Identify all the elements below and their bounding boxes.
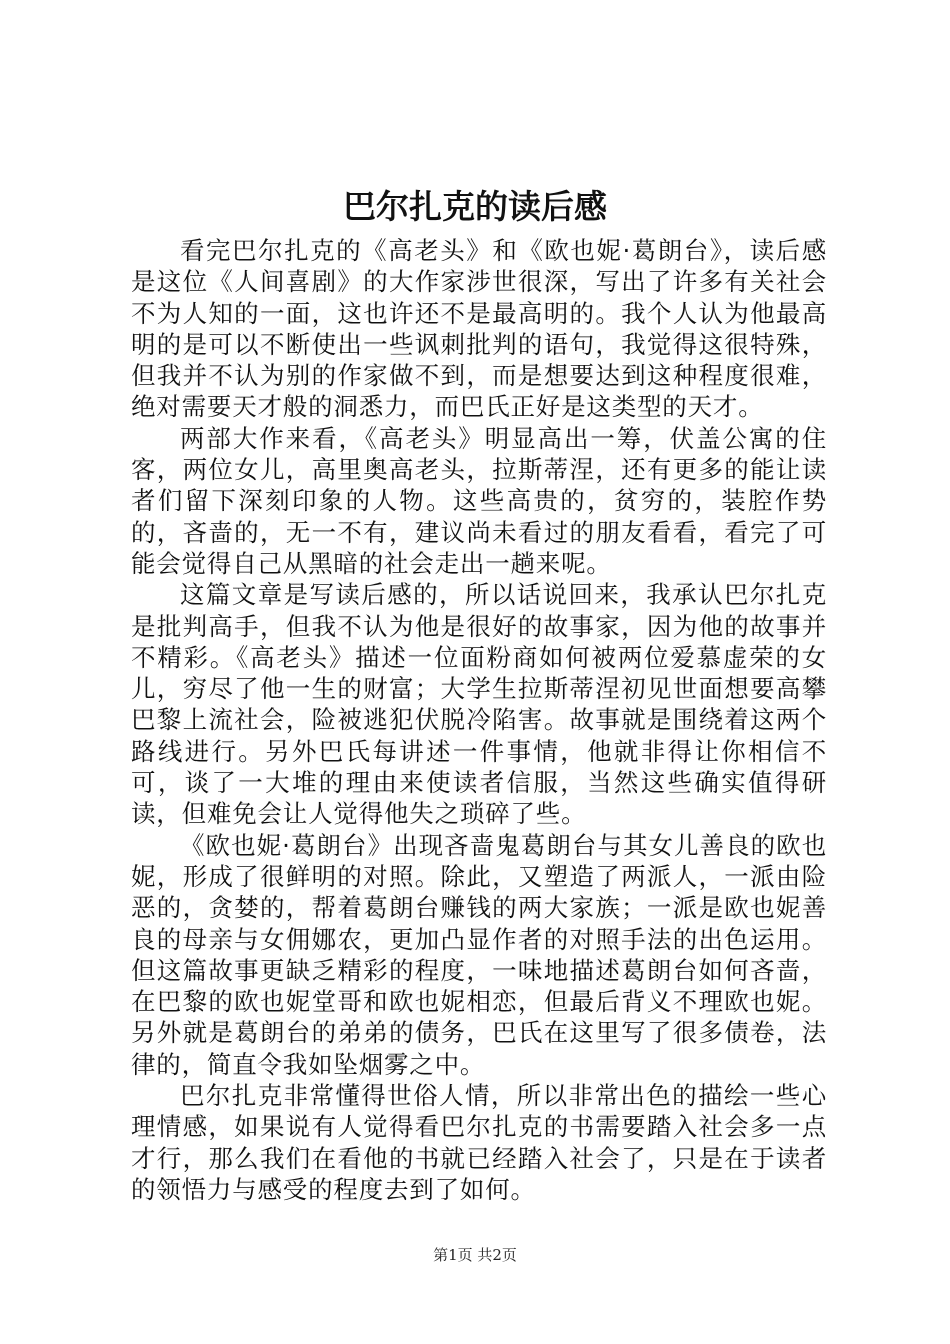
paragraph: 《欧也妮·葛朗台》出现吝啬鬼葛朗台与其女儿善良的欧也妮，形成了很鲜明的对照。除此，又塑造了两派人，一派由险恶的，贪婪的，帮着葛朗台赚钱的两大家族；一派是欧也妮善良的母亲与女佣娜农，更加凸显作者的对照手法的出色运用。但这篇故事更缺乏精彩的程度，一味地描述葛朗台如何吝啬，在巴黎的欧也妮堂哥和欧也妮相恋，但最后背义不理欧也妮。另外就是葛朗台的弟弟的债务，巴氏在这里写了很多债卷，法律的，简直令我如坠烟雾之中。 — [131, 830, 827, 1079]
document-title: 巴尔扎克的读后感 — [343, 187, 607, 226]
document-body — [131, 235, 827, 1205]
paragraph: 两部大作来看，《高老头》明显高出一筹，伏盖公寓的住客，两位女儿，高里奥高老头，拉斯蒂涅，还有更多的能让读者们留下深刻印象的人物。这些高贵的，贫穷的，装腔作势的，吝啬的，无一不有，建议尚未看过的朋友看看，看完了可能会觉得自己从黑暗的社会走出一趟来呢。 — [131, 423, 827, 578]
page-number-footer: 第1页 共2页 — [433, 1246, 517, 1264]
paragraph: 这篇文章是写读后感的，所以话说回来，我承认巴尔扎克是批判高手，但我不认为他是很好的故事家，因为他的故事并不精彩。《高老头》描述一位面粉商如何被两位爱慕虚荣的女儿，穷尽了他一生的财富；大学生拉斯蒂涅初见世面想要高攀巴黎上流社会，险被逃犯伏脱冷陷害。故事就是围绕着这两个路线进行。另外巴氏每讲述一件事情，他就非得让你相信不可，谈了一大堆的理由来使读者信服，当然这些确实值得研读，但难免会让人觉得他失之琐碎了些。 — [131, 580, 827, 829]
paragraph: 巴尔扎克非常懂得世俗人情，所以非常出色的描绘一些心理情感，如果说有人觉得看巴尔扎克的书需要踏入社会多一点才行，那么我们在看他的书就已经踏入社会了，只是在于读者的领悟力与感受的程度去到了如何。 — [131, 1081, 827, 1204]
paragraph: 看完巴尔扎克的《高老头》和《欧也妮·葛朗台》，读后感是这位《人间喜剧》的大作家涉世很深，写出了许多有关社会不为人知的一面，这也许还不是最高明的。我个人认为他最高明的是可以不断使出一些讽刺批判的语句，我觉得这很特殊，但我并不认为别的作家做不到，而是想要达到这种程度很难，绝对需要天才般的洞悉力，而巴氏正好是这类型的天才。 — [131, 236, 827, 422]
